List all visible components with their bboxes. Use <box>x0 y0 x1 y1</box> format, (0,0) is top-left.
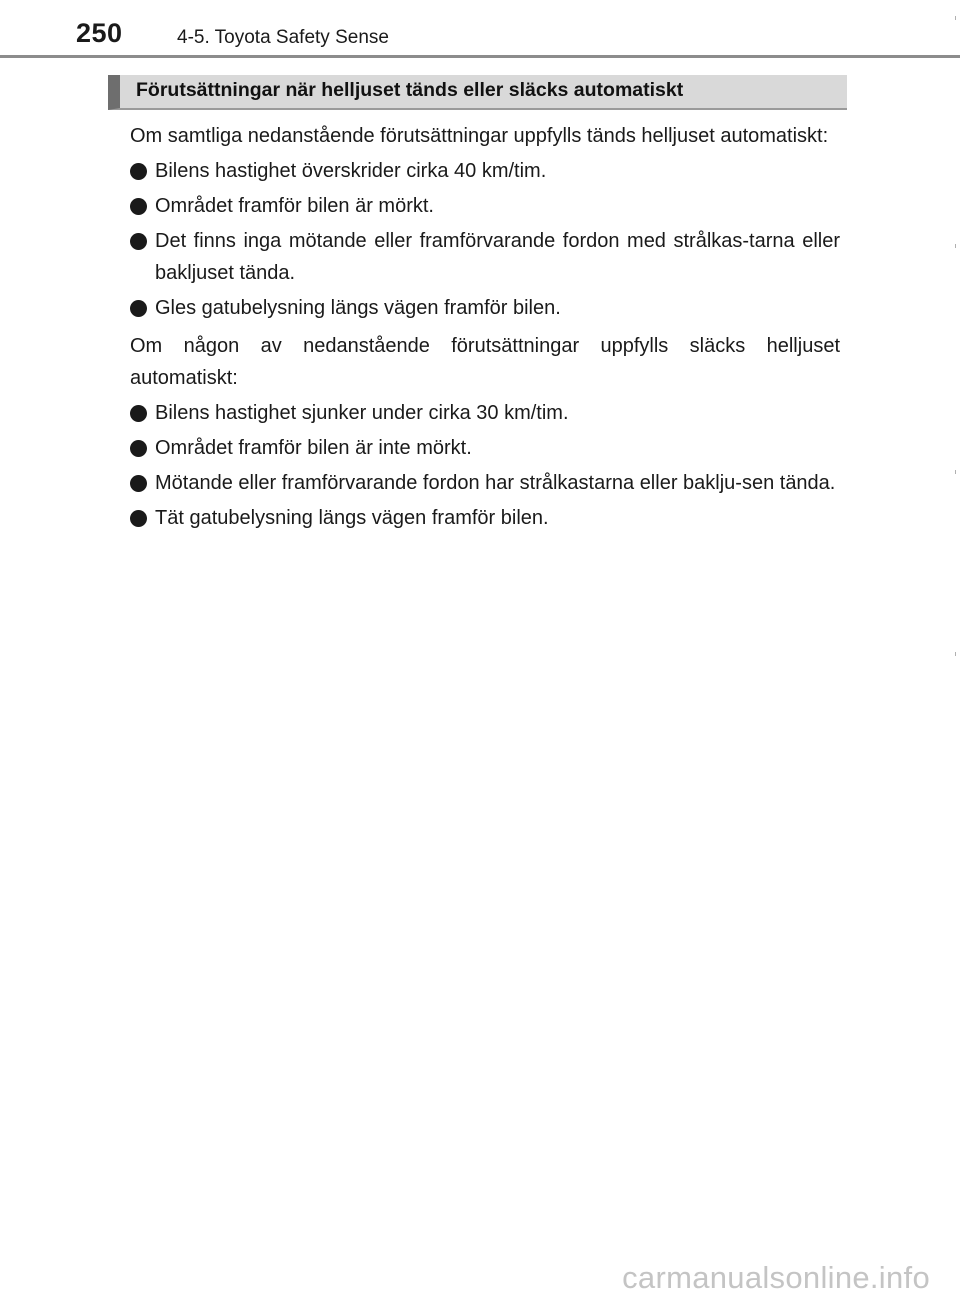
subsection-heading: Förutsättningar när helljuset tänds eller släcks automatiskt <box>136 79 684 101</box>
page-number: 250 <box>76 18 123 48</box>
intro-high-beam-on: Om samtliga nedanstående förutsättningar uppfylls tänds helljuset automatiskt: <box>130 125 829 147</box>
bullet-icon <box>130 198 147 215</box>
margin-tick <box>955 652 956 656</box>
conditions-on-list <box>130 155 840 324</box>
list-item-text: Området framför bilen är inte mörkt. <box>155 437 472 459</box>
section-title: 4-5. Toyota Safety Sense <box>177 27 389 48</box>
bullet-icon <box>130 440 147 457</box>
list-item <box>130 467 840 499</box>
list-item <box>130 190 840 222</box>
margin-tick <box>955 470 956 474</box>
bullet-icon <box>130 510 147 527</box>
bullet-icon <box>130 233 147 250</box>
header-divider <box>0 55 960 58</box>
list-item <box>130 155 840 187</box>
list-item-text: Det finns inga mötande eller framförvarande fordon med strålkas-tarna eller bakljuset tända. <box>155 230 840 284</box>
main-content <box>130 120 840 540</box>
bullet-icon <box>130 475 147 492</box>
list-item <box>130 292 840 324</box>
conditions-off-list <box>130 397 840 534</box>
watermark: carmanualsonline.info <box>622 1260 930 1295</box>
list-item-text: Tät gatubelysning längs vägen framför bilen. <box>155 507 549 529</box>
list-item <box>130 397 840 429</box>
subsection-heading-bar <box>108 75 847 110</box>
margin-tick <box>955 16 956 20</box>
margin-tick <box>955 244 956 248</box>
bullet-icon <box>130 163 147 180</box>
list-item-text: Mötande eller framförvarande fordon har strålkastarna eller baklju-sen tända. <box>155 472 836 494</box>
list-item <box>130 432 840 464</box>
list-item <box>130 502 840 534</box>
list-item <box>130 225 840 289</box>
intro-high-beam-off: Om någon av nedanstående förutsättningar uppfylls släcks helljuset automatiskt: <box>130 335 840 389</box>
list-item-text: Bilens hastighet överskrider cirka 40 km/tim. <box>155 160 547 182</box>
bullet-icon <box>130 300 147 317</box>
bullet-icon <box>130 405 147 422</box>
list-item-text: Området framför bilen är mörkt. <box>155 195 434 217</box>
list-item-text: Gles gatubelysning längs vägen framför bilen. <box>155 297 561 319</box>
list-item-text: Bilens hastighet sjunker under cirka 30 km/tim. <box>155 402 569 424</box>
